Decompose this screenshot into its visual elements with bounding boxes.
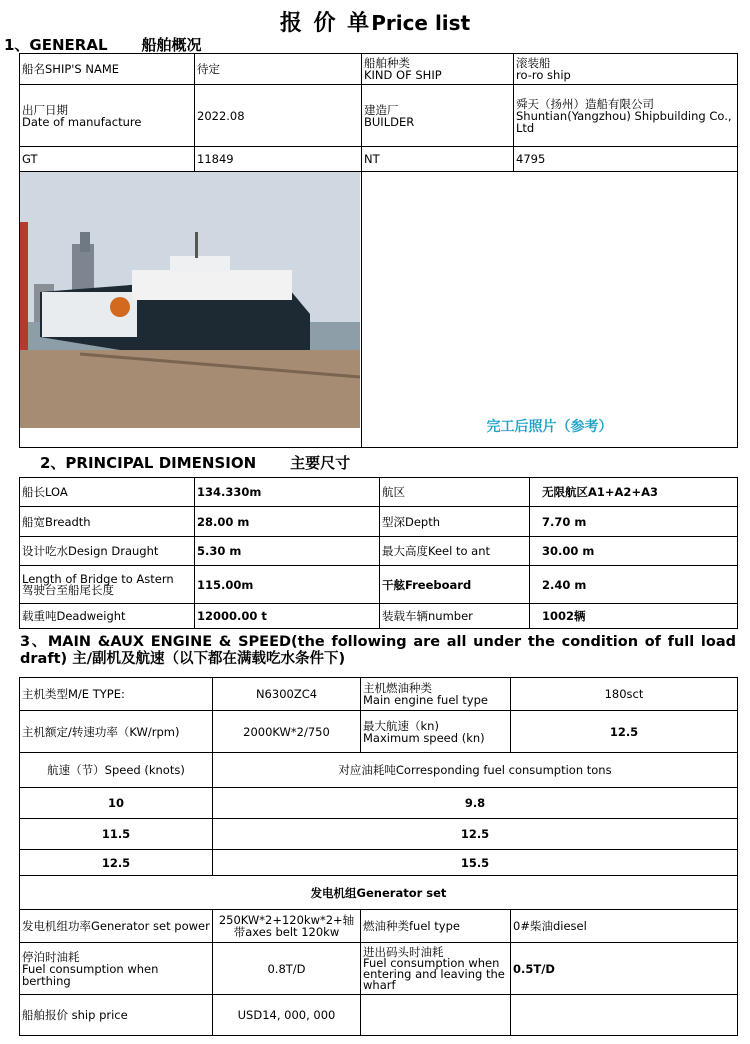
freeboard-label: 干舷Freeboard [380, 566, 530, 604]
genset-fuel-type-value: 0#柴油diesel [511, 910, 738, 943]
bridge-to-astern-label: Length of Bridge to Astern 驾驶台至船尾长度 [20, 566, 195, 604]
table-row [20, 507, 738, 537]
section-general-title: 1、GENERAL [4, 36, 108, 54]
photo-caption: 完工后照片（参考） [362, 172, 738, 448]
gt-value: 11849 [195, 147, 362, 172]
nt-label: NT [362, 147, 514, 172]
ship-price-value: USD14, 000, 000 [213, 995, 361, 1036]
table-row [20, 876, 738, 910]
section-principal-heading [40, 452, 350, 473]
speed-header: 航速（节）Speed (knots) [20, 753, 213, 788]
table-row [20, 537, 738, 566]
section-principal-title: 2、PRINCIPAL DIMENSION [40, 454, 257, 472]
fuel-value: 9.8 [213, 788, 738, 819]
me-type-label: 主机类型M/E TYPE: [20, 678, 213, 711]
table-row [20, 478, 738, 507]
fuel-consumption-header: 对应油耗吨Corresponding fuel consumption tons [213, 753, 738, 788]
breadth-value: 28.00 m [195, 507, 380, 537]
speed-value: 12.5 [20, 850, 213, 876]
berthing-consumption-value: 0.8T/D [213, 943, 361, 995]
genset-power-value: 250KW*2+120kw*2+轴带axes belt 120kw [213, 910, 361, 943]
me-type-value: N6300ZC4 [213, 678, 361, 711]
table-row [20, 54, 738, 85]
max-speed-label: 最大航速（kn) Maximum speed (kn) [361, 711, 511, 753]
section-general-heading [4, 34, 202, 55]
builder-value: 舜天（扬州）造船有限公司 Shuntian(Yangzhou) Shipbuilding Co., Ltd [514, 85, 738, 147]
empty-cell [361, 995, 511, 1036]
builder-label: 建造厂 BUILDER [362, 85, 514, 147]
section-principal-title-cn: 主要尺寸 [290, 454, 351, 472]
table-row [20, 711, 738, 753]
title-en: Price list [371, 11, 471, 35]
fuel-value: 12.5 [213, 819, 738, 850]
gt-label: GT [20, 147, 195, 172]
wharf-consumption-label: 进出码头时油耗 Fuel consumption when entering and leaving the wharf [361, 943, 511, 995]
table-row [20, 566, 738, 604]
wharf-consumption-value: 0.5T/D [511, 943, 738, 995]
table-row [20, 995, 738, 1036]
page-title [0, 6, 750, 37]
table-row [20, 819, 738, 850]
ship-name-label: 船名SHIP'S NAME [20, 54, 195, 85]
me-power-label: 主机额定/转速功率（KW/rpm) [20, 711, 213, 753]
section-general-title-cn: 船舶概况 [141, 36, 202, 54]
bridge-to-astern-value: 115.00m [195, 566, 380, 604]
breadth-label: 船宽Breadth [20, 507, 195, 537]
nt-value: 4795 [514, 147, 738, 172]
manufacture-date-label: 出厂日期 Date of manufacture [20, 85, 195, 147]
title-cn: 报 价 单 [279, 11, 372, 36]
depth-value: 7.70 m [530, 507, 738, 537]
ship-name-value: 待定 [195, 54, 362, 85]
kind-of-ship-value: 滚装船 ro-ro ship [514, 54, 738, 85]
me-fuel-type-label: 主机燃油种类 Main engine fuel type [361, 678, 511, 711]
vehicle-number-value: 1002辆 [530, 604, 738, 629]
table-row [20, 753, 738, 788]
ship-price-label: 船舶报价 ship price [20, 995, 213, 1036]
loa-value: 134.330m [195, 478, 380, 507]
section-engine-heading: 3、MAIN &AUX ENGINE & SPEED(the following are all under the condition of full load draft) 主/副机及航速（以下都在满载吃水条件下) [20, 634, 736, 667]
table-row [20, 85, 738, 147]
ship-illustration [20, 172, 360, 428]
genset-fuel-type-label: 燃油种类fuel type [361, 910, 511, 943]
depth-label: 型深Depth [380, 507, 530, 537]
max-speed-value: 12.5 [511, 711, 738, 753]
table-row [20, 788, 738, 819]
design-draught-label: 设计吃水Design Draught [20, 537, 195, 566]
principal-table [19, 477, 738, 629]
design-draught-value: 5.30 m [195, 537, 380, 566]
genset-power-label: 发电机组功率Generator set power [20, 910, 213, 943]
berthing-consumption-label: 停泊时油耗 Fuel consumption when berthing [20, 943, 213, 995]
engine-table [19, 677, 738, 1036]
fuel-value: 15.5 [213, 850, 738, 876]
freeboard-value: 2.40 m [530, 566, 738, 604]
speed-value: 10 [20, 788, 213, 819]
navigation-area-label: 航区 [380, 478, 530, 507]
loa-label: 船长LOA [20, 478, 195, 507]
empty-cell [511, 995, 738, 1036]
table-row [20, 604, 738, 629]
general-table [19, 53, 738, 448]
photo-row [20, 172, 738, 448]
ship-photo [20, 172, 360, 428]
me-power-value: 2000KW*2/750 [213, 711, 361, 753]
max-height-value: 30.00 m [530, 537, 738, 566]
speed-value: 11.5 [20, 819, 213, 850]
manufacture-date-value: 2022.08 [195, 85, 362, 147]
table-row [20, 943, 738, 995]
genset-heading: 发电机组Generator set [20, 876, 738, 910]
table-row [20, 678, 738, 711]
table-row [20, 910, 738, 943]
table-row [20, 850, 738, 876]
table-row [20, 147, 738, 172]
deadweight-value: 12000.00 t [195, 604, 380, 629]
deadweight-label: 载重吨Deadweight [20, 604, 195, 629]
me-fuel-type-value: 180sct [511, 678, 738, 711]
navigation-area-value: 无限航区A1+A2+A3 [530, 478, 738, 507]
max-height-label: 最大高度Keel to ant [380, 537, 530, 566]
vehicle-number-label: 装载车辆number [380, 604, 530, 629]
kind-of-ship-label: 船舶种类 KIND OF SHIP [362, 54, 514, 85]
